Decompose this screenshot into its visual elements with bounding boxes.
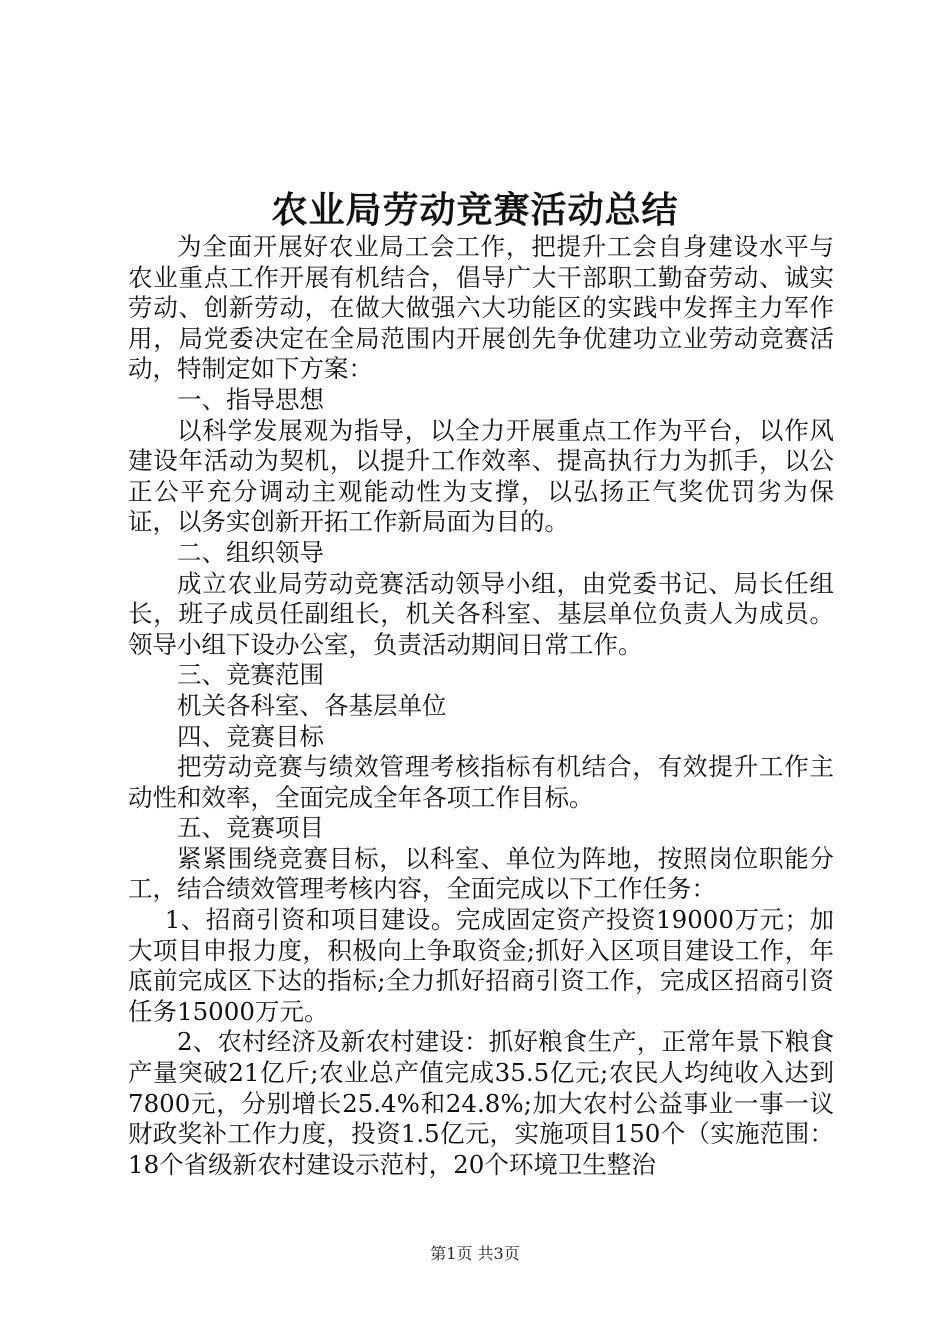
intro-paragraph: 为全面开展好农业局工会工作，把提升工会自身建设水平与农业重点工作开展有机结合，倡导广大干部职工勤奋劳动、诚实劳动、创新劳动，在做大做强六大功能区的实践中发挥主力军作用，局党委决定在全局范围内开展创先争优建功立业劳动竞赛活动，特制定如下方案： (128, 232, 834, 384)
section-heading-scope: 三、竞赛范围 (177, 660, 324, 690)
section-heading-projects: 五、竞赛项目 (177, 813, 324, 843)
guiding-thought-paragraph: 以科学发展观为指导，以全力开展重点工作为平台，以作风建设年活动为契机，以提升工作效率、提高执行力为抓手，以公正公平充分调动主观能动性为支撑，以弘扬正气奖优罚劣为保证，以务实创新开拓工作新局面为目的。 (128, 415, 834, 537)
document-body (128, 232, 834, 1180)
organization-paragraph: 成立农业局劳动竞赛活动领导小组，由党委书记、局长任组长，班子成员任副组长，机关各科室、基层单位负责人为成员。领导小组下设办公室，负责活动期间日常工作。 (128, 568, 834, 659)
scope-paragraph: 机关各科室、各基层单位 (177, 690, 447, 720)
section-heading-guiding-thought: 一、指导思想 (177, 384, 324, 414)
goals-paragraph: 把劳动竞赛与绩效管理考核指标有机结合，有效提升工作主动性和效率，全面完成全年各项工作目标。 (128, 752, 834, 812)
project-item-2: 2、农村经济及新农村建设：抓好粮食生产，正常年景下粮食产量突破21亿斤;农业总产值完成35.5亿元;农民人均纯收入达到7800元，分别增长25.4%和24.8%;加大农村公益事业一事一议财政奖补工作力度，投资1.5亿元，实施项目150个（实施范围：18个省级新农村建设示范村，20个环境卫生整治 (128, 1027, 834, 1179)
section-heading-goals: 四、竞赛目标 (177, 721, 324, 751)
page-footer: 第1页 共3页 (430, 1244, 520, 1263)
projects-paragraph: 紧紧围绕竞赛目标，以科室、单位为阵地，按照岗位职能分工，结合绩效管理考核内容，全面完成以下工作任务： (128, 843, 834, 904)
project-item-1: 1、招商引资和项目建设。完成固定资产投资19000万元；加大项目申报力度，积极向上争取资金;抓好入区项目建设工作，年底前完成区下达的指标;全力抓好招商引资工作，完成区招商引资任务15000万元。 (128, 905, 834, 1026)
section-heading-organization: 二、组织领导 (177, 537, 324, 567)
document-title: 农业局劳动竞赛活动总结 (271, 189, 679, 231)
